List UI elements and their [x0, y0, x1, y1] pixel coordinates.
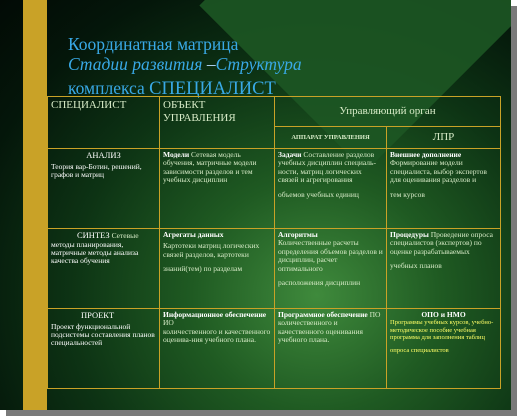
- cell-apparatus: Задачи Составление разделов учебных дисциплин специаль-ности, матриц логических связей и агрегирования объемов учебных единиц: [275, 149, 387, 229]
- table-row: [48, 309, 501, 389]
- header-apparatus: АППАРАТ УПРАВЛЕНИЯ: [275, 127, 387, 149]
- stage-analysis: АНАЛИЗ Теория вар-Ботин, решений, графов и матриц: [48, 149, 160, 229]
- coordinate-matrix: [47, 96, 501, 389]
- cell-object: Информационное обеспечение ИО количественного и качественного оценива-ния учебного плана.: [160, 309, 275, 389]
- header-lpr: ЛПР: [387, 127, 501, 149]
- stage-synthesis: СИНТЕЗ Сетевые методы планирования, матричные методы анализа качества обучения: [48, 229, 160, 309]
- header-specialist: СПЕЦИАЛИСТ: [48, 97, 160, 149]
- stage-project: ПРОЕКТ Проект функциональной подсистемы составления планов специальностей: [48, 309, 160, 389]
- cell-object: Агрегаты данных Картотеки матриц логических связей разделов, картотеки знаний(тем) по разделам: [160, 229, 275, 309]
- stage-title: АНАЛИЗ: [86, 150, 121, 160]
- cell-apparatus: Алгоритмы Количественные расчеты определения объемов разделов и дисциплин, расчет оптимального расположения дисциплин: [275, 229, 387, 309]
- title-line-2: Стадии развития –Структура: [68, 54, 302, 74]
- table-row: [48, 229, 501, 309]
- stage-title: ПРОЕКТ: [81, 310, 115, 320]
- title-line-3: комплекса СПЕЦИАЛИСТ: [68, 78, 276, 99]
- cell-lpr: Внешнее дополнение Формирование модели специалиста, выбор экспертов для оценивания разделов и тем курсов: [387, 149, 501, 229]
- cell-object: Модели Сетевая модель обучения, матричные модели зависимости разделов и тем учебных дисциплин: [160, 149, 275, 229]
- cell-apparatus: Программное обеспечение ПО количественного и качественного оценивания учебного плана.: [275, 309, 387, 389]
- cell-lpr: ОПО и НМО Программы учебных курсов, учебно-методическое пособие учебная программа для заполнения таблиц опроса специалистов: [387, 309, 501, 389]
- cell-lpr: Процедуры Проведение опроса специалистов (экспертов) по оценке разрабатываемых учебных планов: [387, 229, 501, 309]
- stage-title: СИНТЕЗ: [77, 230, 110, 240]
- table-row: [48, 149, 501, 229]
- gold-band: [23, 0, 47, 410]
- title-line-1: Координатная матрица: [68, 34, 239, 54]
- header-organ: Управляющий орган: [275, 97, 501, 127]
- header-object: ОБЪЕКТ УПРАВЛЕНИЯ: [160, 97, 275, 149]
